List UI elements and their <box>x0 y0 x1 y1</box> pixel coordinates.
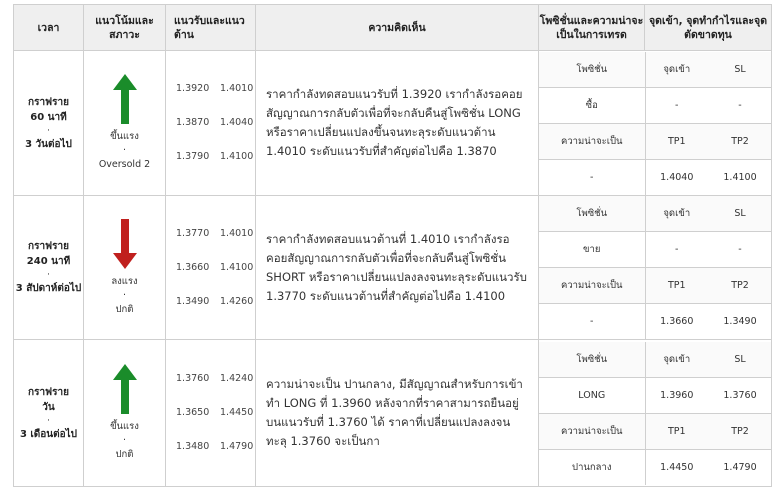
resistance-level: 1.4240 <box>220 373 254 384</box>
analysis-table <box>13 4 772 487</box>
trade-details-cell <box>539 340 772 487</box>
position-label: โพซิชั่น <box>539 342 645 378</box>
trade-details <box>539 342 772 485</box>
table-row <box>14 196 772 340</box>
period-horizon: 3 เดือนต่อไป <box>19 428 78 440</box>
levels-cell <box>166 196 256 340</box>
levels-cell <box>166 340 256 487</box>
tp1-value: 1.4450 <box>645 449 708 485</box>
separator-dot: · <box>47 270 50 280</box>
header-row <box>14 5 772 51</box>
trend-cell <box>84 196 166 340</box>
entry-label: จุดเข้า <box>645 52 708 88</box>
condition-label: Oversold 2 <box>98 159 151 170</box>
trend-cell <box>84 340 166 487</box>
entry-value: - <box>645 232 708 268</box>
level-pair <box>176 251 255 285</box>
position-value: LONG <box>539 377 645 413</box>
tp1-label: TP1 <box>645 123 708 159</box>
separator-dot: · <box>122 289 127 301</box>
period-horizon: 3 สัปดาห์ต่อไป <box>15 283 82 294</box>
period-cell <box>14 196 84 340</box>
level-pair <box>176 285 255 319</box>
table-row <box>14 51 772 196</box>
tp2-value: 1.3490 <box>708 304 772 340</box>
separator-dot: · <box>122 145 127 156</box>
tp1-label: TP1 <box>645 413 708 449</box>
period-timeframe: 240 นาที <box>26 256 71 267</box>
tp1-label: TP1 <box>645 268 708 304</box>
table-row <box>14 340 772 487</box>
tp2-value: 1.4100 <box>708 159 772 195</box>
position-value: ซื้อ <box>539 87 645 123</box>
support-level: 1.3760 <box>176 373 210 384</box>
period-title: กราฟราย <box>28 386 69 398</box>
header-entry: จุดเข้า, จุดทำกำไรและจุดตัดขาดทุน <box>645 5 772 51</box>
sl-label: SL <box>708 52 772 88</box>
tp2-label: TP2 <box>708 123 772 159</box>
resistance-level: 1.4010 <box>220 83 254 94</box>
trade-details <box>539 52 772 195</box>
support-level: 1.3660 <box>176 261 210 273</box>
support-level: 1.3650 <box>176 407 210 418</box>
resistance-level: 1.4790 <box>220 441 254 452</box>
level-pair <box>176 140 255 174</box>
header-levels: แนวรับและแนวต้าน <box>166 5 256 51</box>
condition-label: ปกติ <box>115 303 134 315</box>
trade-details <box>539 196 772 339</box>
opinion-text: ความน่าจะเป็น ปานกลาง, มีสัญญาณสำหรับการเข้าทำ LONG ที่ 1.3960 หลังจากที่ราคาสามารถยืนอยู่บนแนวรับที่ 1.3760 ได้ ราคาที่เปลี่ยนแปลงลงจนทะลุ 1.3760 จะเป็นกา <box>256 340 539 487</box>
probability-value: - <box>539 304 645 340</box>
period-timeframe: วัน <box>42 401 55 413</box>
support-level: 1.3480 <box>176 441 210 452</box>
support-level: 1.3490 <box>176 295 210 307</box>
separator-dot: · <box>122 435 127 446</box>
header-opinion: ความคิดเห็น <box>256 5 539 51</box>
trend-label: ขึ้นแรง <box>110 131 139 142</box>
tp1-value: 1.3660 <box>645 304 708 340</box>
probability-label: ความน่าจะเป็น <box>539 413 645 449</box>
condition-label: ปกติ <box>115 449 134 460</box>
period-horizon: 3 วันต่อไป <box>25 138 72 150</box>
trend-label: ขึ้นแรง <box>110 421 139 432</box>
support-level: 1.3790 <box>176 151 210 162</box>
tp2-label: TP2 <box>708 268 772 304</box>
separator-dot: · <box>47 415 50 426</box>
entry-label: จุดเข้า <box>645 342 708 378</box>
down-arrow-icon <box>113 219 137 269</box>
level-pair <box>176 72 255 106</box>
sl-label: SL <box>708 342 772 378</box>
up-arrow-icon <box>113 74 137 124</box>
level-pair <box>176 106 255 140</box>
period-cell <box>14 340 84 487</box>
level-pair <box>176 217 255 251</box>
period-title: กราฟราย <box>28 241 69 252</box>
resistance-level: 1.4450 <box>220 407 254 418</box>
entry-label: จุดเข้า <box>645 196 708 232</box>
sl-value: - <box>708 232 772 268</box>
period-title: กราฟราย <box>28 96 69 108</box>
period-timeframe: 60 นาที <box>30 111 67 123</box>
probability-label: ความน่าจะเป็น <box>539 123 645 159</box>
header-time: เวลา <box>14 5 84 51</box>
level-pair <box>176 362 255 396</box>
position-value: ขาย <box>539 232 645 268</box>
trend-cell <box>84 51 166 196</box>
tp1-value: 1.4040 <box>645 159 708 195</box>
probability-value: ปานกลาง <box>539 449 645 485</box>
sl-label: SL <box>708 196 772 232</box>
header-trend: แนวโน้มและสภาวะ <box>84 5 166 51</box>
resistance-level: 1.4100 <box>220 261 254 273</box>
support-level: 1.3920 <box>176 83 210 94</box>
resistance-level: 1.4010 <box>220 227 254 239</box>
trend-label: ลงแรง <box>111 275 138 287</box>
opinion-text: ราคากำลังทดสอบแนวรับที่ 1.3920 เรากำลังรอคอยสัญญาณการกลับตัวเพื่อที่จะกลับคืนสู่โพซิชั่น LONG หรือราคาเปลี่ยนแปลงขึ้นจนทะลุระดับแนวต้าน 1.4010 ระดับแนวรับที่สำคัญต่อไปคือ 1.3870 <box>256 51 539 196</box>
trade-details-cell <box>539 196 772 340</box>
levels-cell <box>166 51 256 196</box>
up-arrow-icon <box>113 364 137 414</box>
level-pair <box>176 396 255 430</box>
position-label: โพซิชั่น <box>539 52 645 88</box>
resistance-level: 1.4100 <box>220 151 254 162</box>
level-pair <box>176 430 255 464</box>
resistance-level: 1.4260 <box>220 295 254 307</box>
tp2-value: 1.4790 <box>708 449 772 485</box>
sl-value: 1.3760 <box>708 377 772 413</box>
header-position: โพซิชั่นและความน่าจะเป็นในการเทรด <box>539 5 645 51</box>
position-label: โพซิชั่น <box>539 196 645 232</box>
entry-value: - <box>645 87 708 123</box>
probability-value: - <box>539 159 645 195</box>
separator-dot: · <box>47 125 50 136</box>
probability-label: ความน่าจะเป็น <box>539 268 645 304</box>
opinion-text: ราคากำลังทดสอบแนวต้านที่ 1.4010 เรากำลังรอคอยสัญญาณการกลับตัวเพื่อที่จะกลับคืนสู่โพซิชั่น SHORT หรือราคาเปลี่ยนแปลงลงจนทะลุระดับแนวรับ 1.3770 ระดับแนวต้านที่สำคัญต่อไปคือ 1.4100 <box>256 196 539 340</box>
support-level: 1.3870 <box>176 117 210 128</box>
tp2-label: TP2 <box>708 413 772 449</box>
sl-value: - <box>708 87 772 123</box>
entry-value: 1.3960 <box>645 377 708 413</box>
support-level: 1.3770 <box>176 227 210 239</box>
period-cell <box>14 51 84 196</box>
trade-details-cell <box>539 51 772 196</box>
resistance-level: 1.4040 <box>220 117 254 128</box>
